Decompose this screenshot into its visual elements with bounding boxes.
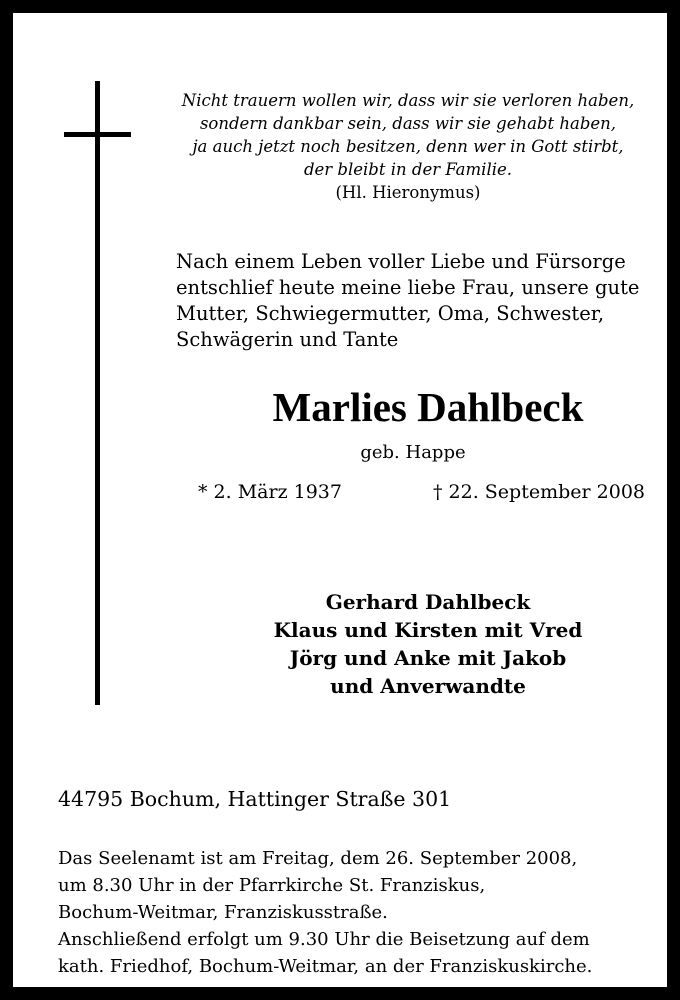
intro-text xyxy=(176,249,646,353)
mourner-line: Gerhard Dahlbeck xyxy=(325,590,531,614)
service-line: Das Seelenamt ist am Freitag, dem 26. September 2008, xyxy=(58,848,578,869)
maiden-name: geb. Happe xyxy=(360,442,466,463)
mourner-line: und Anverwandte xyxy=(330,674,526,698)
mourners-list xyxy=(243,588,613,700)
birth-date: * 2. März 1937 xyxy=(198,481,342,503)
service-line: Anschließend erfolgt um 9.30 Uhr die Beisetzung auf dem xyxy=(58,929,590,950)
quote-line: der bleibt in der Familie. xyxy=(303,160,513,179)
quote-line: sondern dankbar sein, dass wir sie gehabt haben, xyxy=(199,114,617,133)
quote-source: (Hl. Hieronymus) xyxy=(335,183,481,202)
service-info xyxy=(58,845,668,980)
quote-line: ja auch jetzt noch besitzen, denn wer in Gott stirbt, xyxy=(192,137,624,156)
address: 44795 Bochum, Hattinger Straße 301 xyxy=(58,787,452,811)
death-date: † 22. September 2008 xyxy=(433,481,645,503)
intro-line: Schwägerin und Tante xyxy=(176,328,399,351)
service-line: Bochum-Weitmar, Franziskusstraße. xyxy=(58,902,388,923)
quote-line: Nicht trauern wollen wir, dass wir sie verloren haben, xyxy=(181,91,635,110)
cross-icon-bar xyxy=(64,132,131,137)
intro-line: entschlief heute meine liebe Frau, unsere gute xyxy=(176,276,640,299)
cross-icon xyxy=(95,81,100,705)
deceased-name: Marlies Dahlbeck xyxy=(272,384,584,430)
quote-block xyxy=(173,89,643,204)
intro-line: Mutter, Schwiegermutter, Oma, Schwester, xyxy=(176,302,605,325)
intro-line: Nach einem Leben voller Liebe und Fürsorge xyxy=(176,250,626,273)
mourner-line: Jörg und Anke mit Jakob xyxy=(289,646,567,670)
mourner-line: Klaus und Kirsten mit Vred xyxy=(273,618,583,642)
service-line: kath. Friedhof, Bochum-Weitmar, an der Franziskuskirche. xyxy=(58,956,593,977)
service-line: um 8.30 Uhr in der Pfarrkirche St. Franziskus, xyxy=(58,875,486,896)
